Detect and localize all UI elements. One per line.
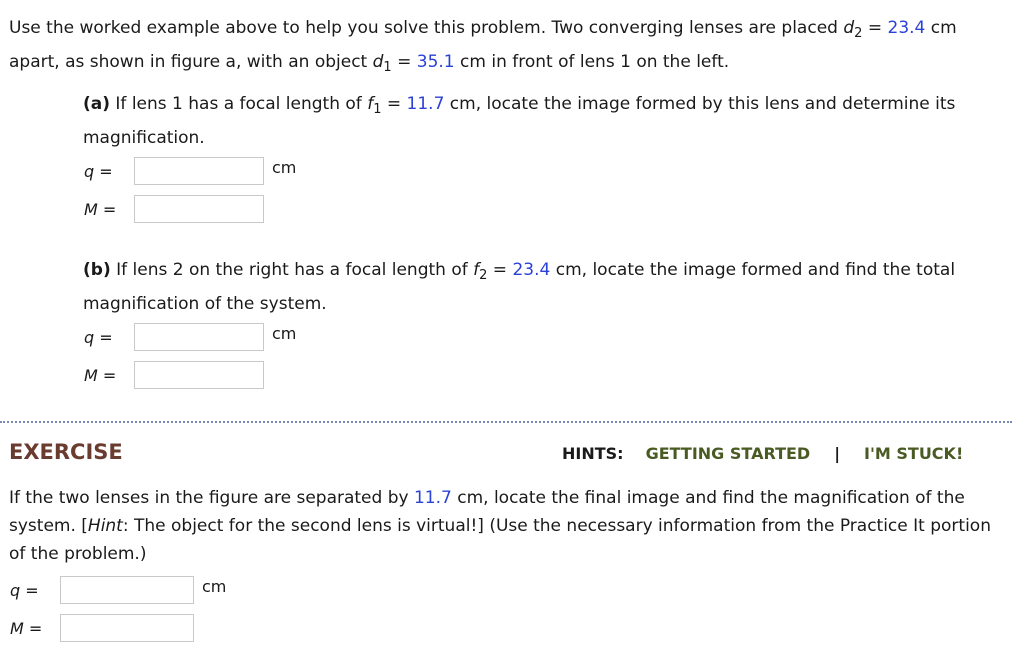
- part-b-m-row: [84, 359, 264, 391]
- part-a-label: (a): [83, 94, 111, 114]
- part-b-m-label: M =: [84, 365, 117, 385]
- exercise-text-2: cm, locate the final image and find the magnification of the system. [: [9, 488, 965, 536]
- exercise-q-row: [10, 574, 226, 606]
- separation-value: 11.7: [413, 488, 452, 508]
- equals-sign: =: [862, 18, 888, 38]
- d1-subscript: 1: [383, 60, 392, 75]
- exercise-text-3: : The object for the second lens is virtual!] (Use the necessary information from the Practice It portion of the problem.): [9, 516, 991, 564]
- m-symbol: M: [10, 618, 24, 638]
- hint-stuck-link[interactable]: I'M STUCK!: [864, 444, 964, 463]
- exercise-text-1: If the two lenses in the figure are separated by: [9, 488, 414, 508]
- q-symbol: q: [84, 161, 95, 181]
- hint-separator: |: [834, 444, 841, 463]
- exercise-q-label: q =: [10, 580, 39, 600]
- m-symbol: M: [84, 199, 98, 219]
- part-b-text-1: If lens 2 on the right has a focal length of: [110, 260, 474, 280]
- exercise-q-input[interactable]: [60, 576, 194, 604]
- part-b-q-input[interactable]: [134, 323, 264, 351]
- part-b-text-2: cm, locate the image formed and find the total magnification of the system.: [83, 260, 956, 314]
- exercise-q-unit: cm: [202, 577, 227, 596]
- f1-value: 11.7: [406, 94, 445, 114]
- m-symbol: M: [84, 365, 98, 385]
- f2-value: 23.4: [512, 260, 551, 280]
- intro-text-3: cm in front of lens 1 on the left.: [454, 52, 730, 72]
- part-a-m-input[interactable]: [134, 195, 264, 223]
- f2-symbol: f: [473, 260, 480, 280]
- part-b-q-label: q =: [84, 327, 113, 347]
- part-a-q-unit: cm: [272, 158, 297, 177]
- equals-sign: =: [381, 94, 407, 114]
- hints-bar: [562, 444, 963, 463]
- hint-word: Hint: [87, 516, 123, 536]
- hints-label: HINTS:: [562, 444, 624, 463]
- part-a-m-row: [84, 193, 264, 225]
- part-a-question: [83, 87, 1008, 155]
- q-symbol: q: [10, 580, 21, 600]
- part-a-text-1: If lens 1 has a focal length of: [110, 94, 368, 114]
- exercise-m-label: M =: [10, 618, 43, 638]
- part-a-q-row: [84, 155, 296, 187]
- f1-subscript: 1: [373, 102, 382, 117]
- d2-value: 23.4: [887, 18, 926, 38]
- f2-subscript: 2: [479, 268, 488, 283]
- d1-value: 35.1: [416, 52, 455, 72]
- part-b-q-row: [84, 321, 296, 353]
- section-divider: [0, 421, 1012, 423]
- equals-sign: =: [487, 260, 513, 280]
- q-symbol: q: [84, 327, 95, 347]
- d2-symbol: d: [843, 18, 855, 38]
- part-a-text-2: cm, locate the image formed by this lens and determine its magnification.: [83, 94, 956, 148]
- exercise-text: [9, 484, 1009, 568]
- part-a-q-input[interactable]: [134, 157, 264, 185]
- d1-symbol: d: [372, 52, 384, 72]
- exercise-m-input[interactable]: [60, 614, 194, 642]
- part-a-q-label: q =: [84, 161, 113, 181]
- part-a-m-label: M =: [84, 199, 117, 219]
- f1-symbol: f: [367, 94, 374, 114]
- intro-text-2: cm apart, as shown in figure a, with an object: [9, 18, 957, 72]
- equals-sign: =: [391, 52, 417, 72]
- intro-text-1: Use the worked example above to help you solve this problem. Two converging lenses are placed: [9, 18, 844, 38]
- part-b-question: [83, 253, 1008, 321]
- d2-subscript: 2: [854, 26, 863, 41]
- part-b-label: (b): [83, 260, 111, 280]
- part-b-m-input[interactable]: [134, 361, 264, 389]
- problem-statement: [9, 11, 1009, 79]
- hint-getting-started-link[interactable]: GETTING STARTED: [645, 444, 811, 463]
- exercise-heading: EXERCISE: [9, 440, 123, 464]
- exercise-m-row: [10, 612, 194, 644]
- part-b-q-unit: cm: [272, 324, 297, 343]
